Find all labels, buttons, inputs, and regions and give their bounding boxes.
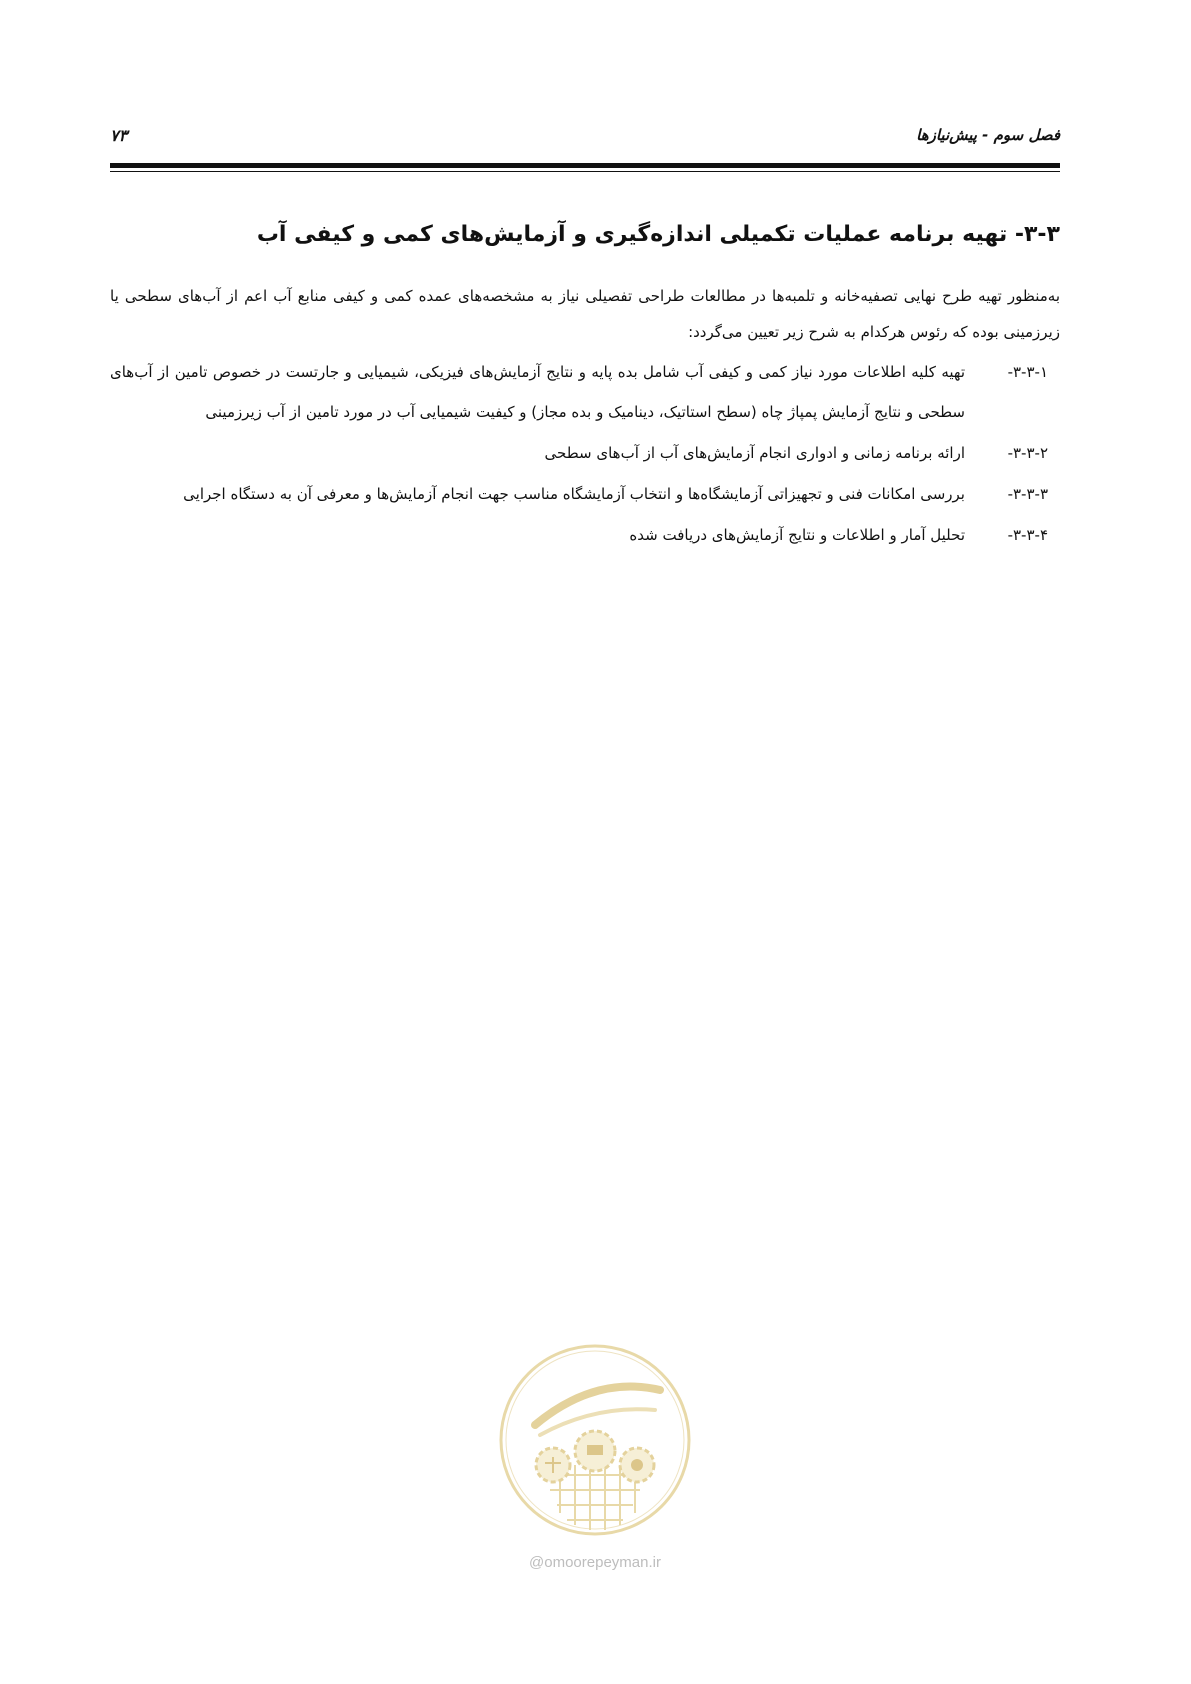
list-item-text: بررسی امکانات فنی و تجهیزاتی آزمایشگاه‌ها و انتخاب آزمایشگاه مناسب جهت انجام آزمایش‌ها و معرفی آن به دستگاه اجرایی	[183, 485, 965, 503]
list-item	[110, 433, 1060, 473]
header-rule-thick	[110, 163, 1060, 168]
header-rule-thin	[110, 171, 1060, 172]
page-header	[110, 126, 1060, 162]
watermark-url: @omoorepeyman.ir	[529, 1554, 661, 1571]
chapter-title: فصل سوم - پیش‌نیازها	[916, 126, 1060, 144]
page-number: ۷۳	[110, 126, 128, 145]
list-item-number: ۳-۳-۳-	[1007, 485, 1048, 503]
list-item-text: ارائه برنامه زمانی و ادواری انجام آزمایش‌های آب از آب‌های سطحی	[544, 444, 965, 462]
watermark-logo-icon	[495, 1335, 695, 1545]
list-item-text: تهیه کلیه اطلاعات مورد نیاز کمی و کیفی آب شامل بده پایه و نتایج آزمایش‌های فیزیکی، شیمیایی و جارتست در خصوص تامین از آب‌های سطحی و نتایج آزمایش پمپاژ چاه (سطح استاتیک، دینامیک و بده مجاز) و کیفیت شیمیایی آب در مورد تامین از آب زیرزمینی	[110, 363, 965, 421]
list-item-number: ۳-۳-۱-	[1007, 363, 1048, 381]
list-item-number: ۳-۳-۴-	[1007, 526, 1048, 544]
list-item	[110, 474, 1060, 514]
list-item-text: تحلیل آمار و اطلاعات و نتایج آزمایش‌های دریافت شده	[629, 526, 965, 544]
intro-paragraph: به‌منظور تهیه طرح نهایی تصفیه‌خانه و تلمبه‌ها در مطالعات طراحی تفصیلی نیاز به مشخصه‌های عمده کمی و کیفی منابع آب اعم از آب‌های سطحی یا زیرزمینی بوده که رئوس هرکدام به شرح زیر تعیین می‌گردد:	[110, 287, 1060, 341]
section-content	[110, 218, 1060, 556]
list-item	[110, 352, 1060, 432]
watermark	[495, 1335, 695, 1570]
list-item-number: ۳-۳-۲-	[1007, 444, 1048, 462]
list-item	[110, 515, 1060, 555]
section-heading: ۳-۳- تهیه برنامه عملیات تکمیلی اندازه‌گیری و آزمایش‌های کمی و کیفی آب	[256, 222, 1060, 247]
